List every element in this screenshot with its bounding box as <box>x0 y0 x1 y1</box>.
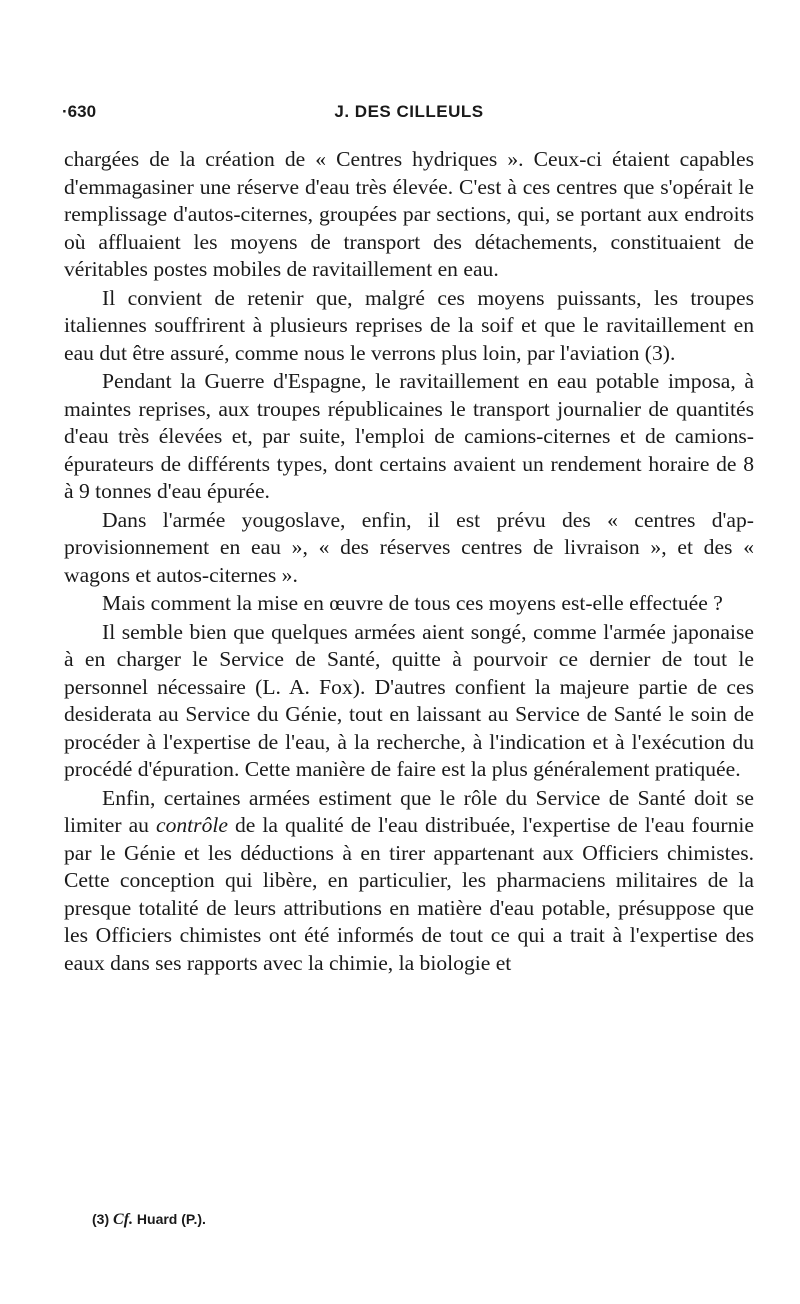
paragraph-7-start: Enfin, certaines armées estiment que le rôle du Service de Santé doit se limiter au <box>64 785 754 837</box>
page-header <box>62 102 756 128</box>
emphasis-controle: contrôle <box>155 813 228 837</box>
footnote <box>92 1211 206 1229</box>
running-head: J. DES CILLEULS <box>334 102 484 121</box>
paragraph-5: Mais comment la mise en œuvre de tous ces moyens est-elle effectuée ? <box>102 591 723 615</box>
paragraph-7 <box>64 785 754 978</box>
footnote-author: Huard (P.). <box>136 1211 206 1227</box>
page-number: ·630 <box>62 102 97 121</box>
footnote-number: (3) <box>92 1211 110 1227</box>
paragraph-6: Il semble bien que quelques armées aient songé, comme l'armée japonaise à en charger le Service de Santé, quitte à pourvoir ce dernier de tout le personnel nécessaire (L. A. Fox). D'autres confient la majeure partie de ces desiderata au Service du Génie, tout en laissant au Service de Santé le soin de procéder à l'expertise de l'eau, à la recherche, à l'indication et à l'exécution du procédé d'épuration. Cette manière de faire est la plus généralement pratiquée. <box>64 619 754 781</box>
footnote-cf: Cf. <box>113 1211 134 1228</box>
paragraph-2: Il convient de retenir que, malgré ces moyens puissants, les troupes italiennes souffrirent à plusieurs reprises de la soif et que le ravitaillement en eau dut être assuré, comme nous le verrons plus loin, par l'aviation (3). <box>64 285 754 365</box>
paragraph-7-end: de la qualité de l'eau distribuée, l'expertise de l'eau fournie par le Génie et les déductions à en tirer appartenant aux Officiers chimistes. Cette conception qui libère, en particulier, les pharmaciens militaires de la presque totalité de leurs attributions en matière d'eau potable, présuppose que les Officiers chimistes ont été informés de tout ce qui a trait à l'expertise des eaux dans ses rapports avec la chimie, la biologie et <box>64 813 755 975</box>
paragraph-3: Pendant la Guerre d'Espagne, le ravitaillement en eau potable imposa, à maintes reprises, aux troupes républicaines le transport journalier de quantités d'eau très élevées et, par suite, l'emploi de camions-citernes et de camions-épurateurs de différents types, dont certains avaient un rendement horaire de 8 à 9 tonnes d'eau épurée. <box>64 369 754 503</box>
body-text <box>64 146 754 977</box>
paragraph-4: Dans l'armée yougoslave, enfin, il est prévu des « centres d'approvisionnement en eau », « des réserves centres de livraison », et des « wagons et autos-citernes ». <box>64 507 754 587</box>
paragraph-1: chargées de la création de « Centres hydriques ». Ceux-ci étaient capables d'emmagasiner une réserve d'eau très élevée. C'est à ces centres que s'opérait le remplissage d'autos-citernes, groupées par sections, qui, se portant aux endroits où affluaient les moyens de transport des détachements, constituaient de véritables postes mobiles de ravitaillement en eau. <box>64 147 754 281</box>
